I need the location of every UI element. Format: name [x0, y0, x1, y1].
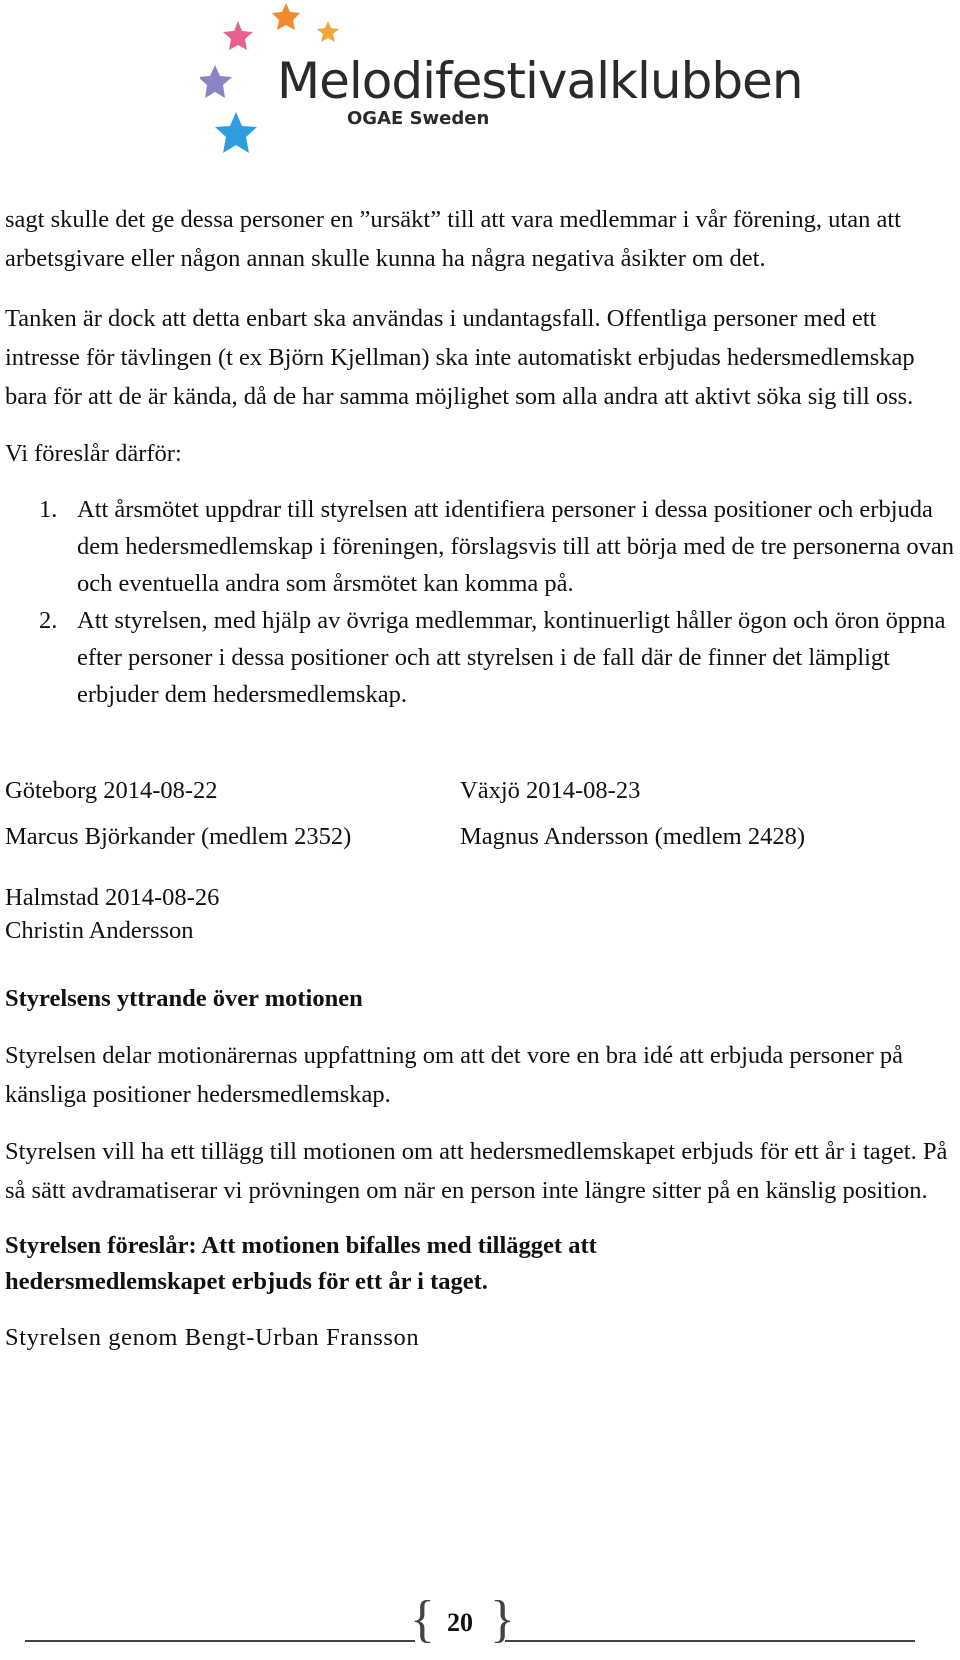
proposal-number: 1.: [39, 496, 58, 523]
proposal-list: [5, 491, 955, 713]
proposal-item: [5, 491, 955, 602]
board-proposal: Styrelsen föreslår: Att motionen bifalles med tillägget att hedersmedlemskapet erbjuds för ett år i taget.: [5, 1232, 597, 1295]
yellow-star-icon: [317, 21, 339, 42]
paragraph-excuse: sagt skulle det ge dessa personer en ”ursäkt” till att vara medlemmar i vår förening, utan att arbetsgivare eller någon annan skulle kunna ha några negativa åsikter om det.: [5, 206, 901, 272]
footer-rule-right: [505, 1640, 915, 1642]
board-paragraph-agree: Styrelsen delar motionärernas uppfattning om att det vore en bra idé att erbjuda personer på känsliga positioner hedersmedlemskap.: [5, 1042, 904, 1108]
signature-place-halmstad: Halmstad 2014-08-26: [5, 884, 220, 911]
signature-place-gothenburg: Göteborg 2014-08-22: [5, 777, 218, 804]
page-footer: [0, 1591, 960, 1660]
signature-places-row: [5, 771, 955, 817]
proposal-intro: Vi föreslår därför:: [5, 440, 182, 467]
footer-rule-left: [25, 1640, 415, 1642]
logo-subtitle: OGAE Sweden: [347, 108, 490, 129]
club-logo: [200, 0, 803, 170]
signature-name-christin: Christin Andersson: [5, 917, 194, 944]
left-brace-icon: {: [410, 1591, 435, 1648]
proposal-text: Att årsmötet uppdrar till styrelsen att identifiera personer i dessa positioner och erbjuda dem hedersmedlemskap i föreningen, förslagsvis till att börja med de tre personerna ovan och eventuella andra som årsmötet kan komma på.: [77, 496, 954, 597]
signature-name-marcus: Marcus Björkander (medlem 2352): [5, 823, 352, 850]
signature-names-row: [5, 817, 955, 863]
orange-star-icon: [272, 3, 300, 30]
signature-place-vaxjo: Växjö 2014-08-23: [460, 777, 641, 804]
page-number: 20: [447, 1608, 473, 1637]
purple-star-icon: [200, 65, 232, 98]
logo-brand-text: Melodifestivalklubben: [277, 52, 803, 110]
paragraph-exceptions: Tanken är dock att detta enbart ska användas i undantagsfall. Offentliga personer med ett intresse för tävlingen (t ex Björn Kjellman) ska inte automatiskt erbjudas hedersmedlemskap bara för att de är kända, då de har samma möjlighet som alla andra att aktivt söka sig till oss.: [5, 305, 915, 410]
blue-star-icon: [215, 112, 257, 153]
proposal-item: [5, 602, 955, 713]
board-statement-heading: Styrelsens yttrande över motionen: [5, 985, 363, 1012]
document-body: [5, 200, 955, 1357]
pink-star-icon: [223, 21, 253, 50]
proposal-number: 2.: [39, 607, 58, 634]
right-brace-icon: }: [490, 1591, 515, 1648]
signature-name-magnus: Magnus Andersson (medlem 2428): [460, 823, 805, 850]
proposal-text: Att styrelsen, med hjälp av övriga medlemmar, kontinuerligt håller ögon och öron öppna efter personer i dessa positioner och att styrelsen i de fall där de finner det lämpligt erbjuder dem hedersmedlemskap.: [77, 607, 946, 708]
board-paragraph-addition: Styrelsen vill ha ett tillägg till motionen om att hedersmedlemskapet erbjuds för ett år i taget. På så sätt avdramatiserar vi prövningen om när en person inte längre sitter på en känslig position.: [5, 1138, 948, 1204]
board-signature: Styrelsen genom Bengt-Urban Fransson: [5, 1324, 420, 1351]
